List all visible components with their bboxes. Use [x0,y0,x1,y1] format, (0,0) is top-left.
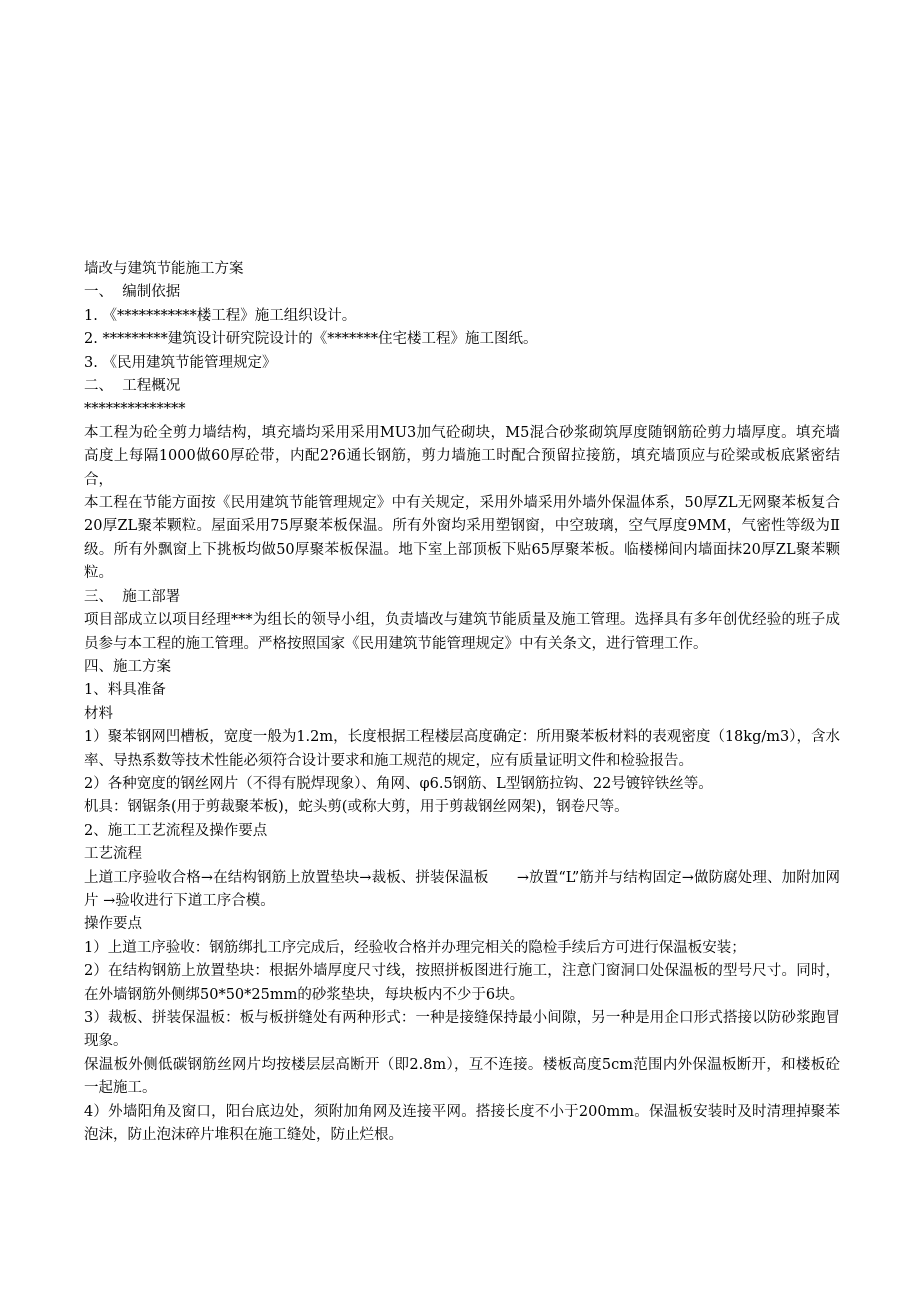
section-heading-3: 三、 施工部署 [84,588,181,605]
document-body [84,258,840,1147]
section-heading-4: 四、施工方案 [84,658,171,675]
section-heading-2: 二、 工程概况 [84,378,181,395]
overview-paragraph-1: 本工程为砼全剪力墙结构，填充墙均采用采用MU3加气砼砌块，M5混合砂浆砌筑厚度随钢筋砼剪力墙厚度。填充墙高度上每隔1000做60厚砼带，内配2?6通长钢筋，剪力墙施工时配合预留拉接筋，填充墙顶应与砼梁或板底紧密结合， [84,424,840,488]
overview-paragraph-2: 本工程在节能方面按《民用建筑节能管理规定》中有关规定，采用外墙采用外墙外保温体系，50厚ZL无网聚苯板复合20厚ZL聚苯颗粒。屋面采用75厚聚苯板保温。所有外窗均采用塑钢窗，中空玻璃，空气厚度9MM，气密性等级为Ⅱ级。所有外飘窗上下挑板均做50厚聚苯板保温。地下室上部顶板下贴65厚聚苯板。临楼梯间内墙面抹20厚ZL聚苯颗粒。 [84,495,840,582]
operation-point-3: 3）裁板、拼装保温板：板与板拼缝处有两种形式：一种是接缝保持最小间隙，另一种是用企口形式搭接以防砂浆跑冒现象。 [84,1010,840,1050]
process-flow-text: 上道工序验收合格→在结构钢筋上放置垫块→裁板、拼装保温板 →放置“L”筋并与结构固定→做防腐处理、加附加网片 →验收进行下道工序合模。 [84,869,840,909]
label-operation-points: 操作要点 [84,916,142,933]
label-process-flow: 工艺流程 [84,846,142,863]
tools-line: 机具：钢锯条(用于剪裁聚苯板)，蛇头剪(或称大剪，用于剪裁钢丝网架)，钢卷尺等。 [84,799,629,816]
operation-point-4: 4）外墙阳角及窗口，阳台底边处，须附加角网及连接平网。搭接长度不小于200mm。保温板安装时及时清理掉聚苯泡沫，防止泡沫碎片堆积在施工缝处，防止烂根。 [84,1103,840,1144]
material-item-1: 1）聚苯钢网凹槽板，宽度一般为1.2m，长度根据工程楼层高度确定：所用聚苯板材料的表观密度（18kg/m3），含水率、导热系数等技术性能必须符合设计要求和施工规范的规定，应有质量证明文件和检验报告。 [84,729,840,769]
subheading-materials-tools: 1、料具准备 [84,682,166,699]
operation-point-2: 2）在结构钢筋上放置垫块：根据外墙厚度尺寸线，按照拼板图进行施工，注意门窗洞口处保温板的型号尺寸。同时，在外墙钢筋外侧绑50*50*25mm的砂浆垫块，每块板内不少于6块。 [84,963,840,1003]
basis-item-1: 1. 《***********楼工程》施工组织设计。 [84,307,357,324]
deployment-paragraph: 项目部成立以项目经理***为组长的领导小组，负责墙改与建筑节能质量及施工管理。选择具有多年创优经验的班子成员参与本工程的施工管理。严格按照国家《民用建筑节能管理规定》中有关条文，进行管理工作。 [84,612,840,652]
basis-item-2: 2. *********建筑设计研究院设计的《*******住宅楼工程》施工图纸。 [84,331,538,348]
document-title: 墙改与建筑节能施工方案 [84,261,244,277]
operation-point-1: 1）上道工序验收：钢筋绑扎工序完成后，经验收合格并办理完相关的隐检手续后方可进行保温板安装； [84,939,746,956]
material-item-2: 2）各种宽度的钢丝网片（不得有脱焊现象）、角网、φ6.5钢筋、L型钢筋拉钩、22号镀锌铁丝等。 [84,775,713,792]
section-heading-1: 一、 编制依据 [84,284,181,301]
subheading-process: 2、施工工艺流程及操作要点 [84,822,268,839]
project-name-placeholder: ************** [84,401,186,418]
operation-point-3-note: 保温板外侧低碳钢筋丝网片均按楼层层高断开（即2.8m），互不连接。楼板高度5cm范围内外保温板断开，和楼板砼一起施工。 [84,1056,840,1097]
basis-item-3: 3. 《民用建筑节能管理规定》 [84,354,277,371]
label-materials: 材料 [84,705,113,722]
